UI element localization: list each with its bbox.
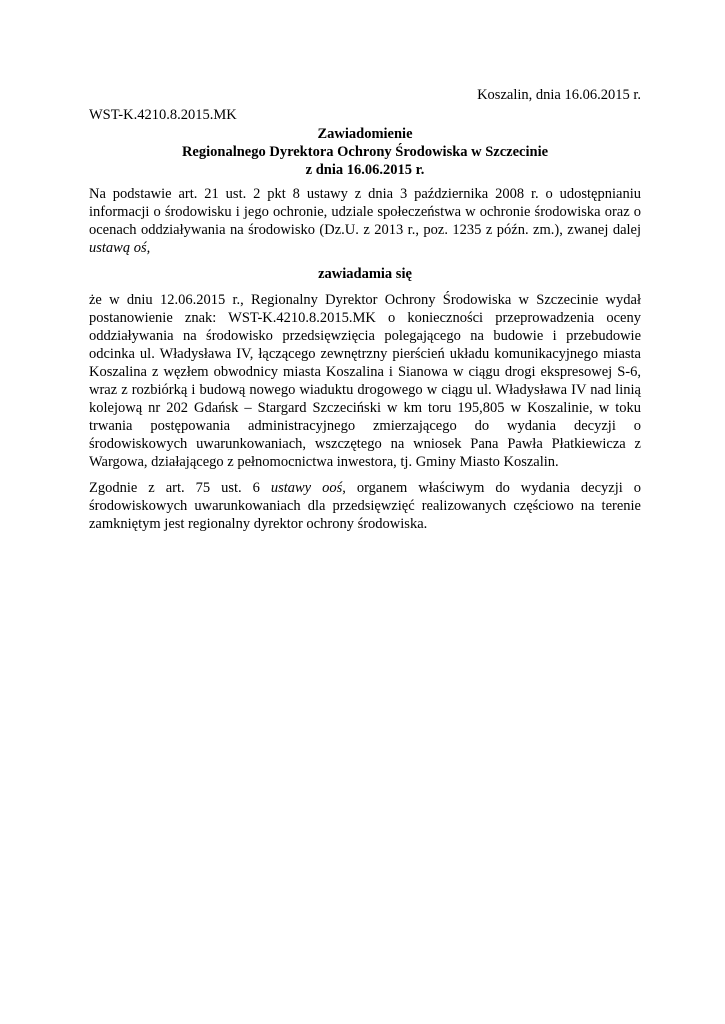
place-date: Koszalin, dnia 16.06.2015 r. [477, 87, 641, 103]
legal-basis-text: Na podstawie art. 21 ust. 2 pkt 8 ustawy z dnia 3 października 2008 r. o udostępnianiu informacji o środowisku i jego ochronie, udziale społeczeństwa w ochronie środowiska oraz o ocenach oddziaływania na środowisko (Dz.U. z 2013 r., poz. 1235 z późn. zm.), zwanej dalej [89, 186, 641, 238]
legal-basis-italic: ustawą oś, [89, 240, 151, 256]
title-line-1: Zawiadomienie [317, 126, 413, 142]
notice-body-paragraph: że w dniu 12.06.2015 r., Regionalny Dyrektor Ochrony Środowiska w Szczecinie wydał postanowienie znak: WST-K.4210.8.2015.MK o konieczności przeprowadzenia oceny oddziaływania na środowisko przedsięwzięcia polegającego na budowie i przebudowie odcinka ul. Władysława IV, łączącego zewnętrzny pierścień układu komunikacyjnego miasta Koszalina z węzłem obwodnicy miasta Koszalina i Sianowa w ciągu drogi ekspresowej S-6, wraz z rozbiórką i budową nowego wiaduktu drogowego w ciągu ul. Władysława IV nad linią kolejową nr 202 Gdańsk – Stargard Szczeciński w km toru 195,805 w Koszalinie, w toku trwania postępowania administracyjnego zmierzającego do wydania decyzji o środowiskowych uwarunkowaniach, wszczętego na wniosek Pana Pawła Płatkiewicza z Wargowa, działającego z pełnomocnictwa inwestora, tj. Gminy Miasto Koszalin. [89, 292, 641, 470]
document-page [89, 86, 641, 533]
document-title [89, 125, 641, 179]
title-line-3: z dnia 16.06.2015 r. [305, 162, 425, 178]
reference-number: WST-K.4210.8.2015.MK [89, 107, 237, 123]
notice-heading: zawiadamia się [318, 266, 412, 282]
authority-paragraph [89, 479, 641, 533]
authority-italic: ustawy ooś [270, 480, 343, 496]
authority-text-after: , organem właściwym do wydania decyzji o środowiskowych uwarunkowaniach dla przedsięwzięć realizowanych częściowo na terenie zamkniętym jest regionalny dyrektor ochrony środowiska. [89, 480, 641, 532]
legal-basis-paragraph [89, 185, 641, 257]
title-line-2: Regionalnego Dyrektora Ochrony Środowiska w Szczecinie [181, 144, 549, 160]
authority-text-before: Zgodnie z art. 75 ust. 6 [89, 480, 271, 496]
